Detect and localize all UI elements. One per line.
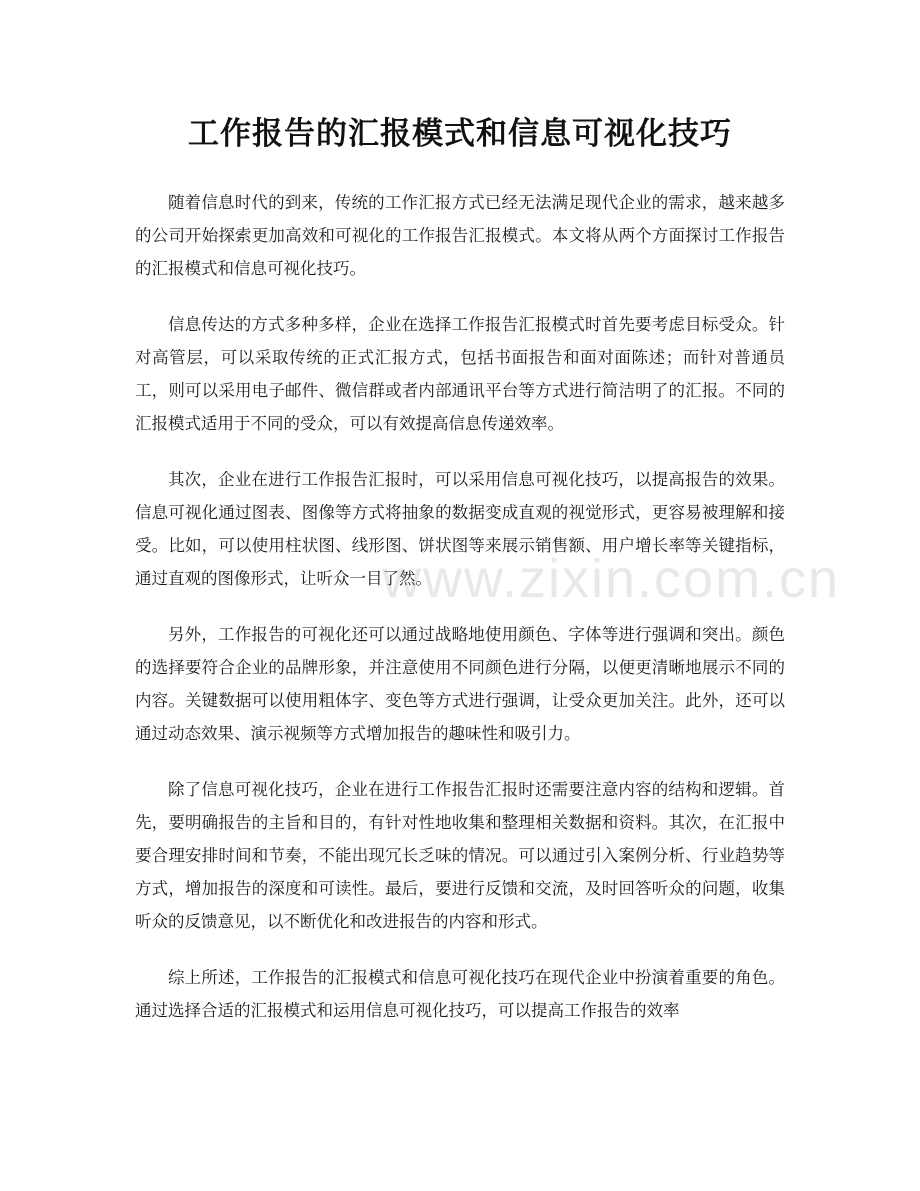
paragraph-3: 其次，企业在进行工作报告汇报时，可以采用信息可视化技巧，以提高报告的效果。信息可视化通过图表、图像等方式将抽象的数据变成直观的视觉形式，更容易被理解和接受。比如，可以使用柱状图、线形图、饼状图等来展示销售额、用户增长率等关键指标，通过直观的图像形式，让听众一目了然。: [135, 470, 785, 588]
document-body: [135, 186, 785, 1050]
paragraph-5: 除了信息可视化技巧，企业在进行工作报告汇报时还需要注意内容的结构和逻辑。首先，要明确报告的主旨和目的，有针对性地收集和整理相关数据和资料。其次，在汇报中要合理安排时间和节奏，不能出现冗长乏味的情况。可以通过引入案例分析、行业趋势等方式，增加报告的深度和可读性。最后，要进行反馈和交流，及时回答听众的问题，收集听众的反馈意见，以不断优化和改进报告的内容和形式。: [135, 780, 785, 931]
paragraph-2: 信息传达的方式多种多样，企业在选择工作报告汇报模式时首先要考虑目标受众。针对高管层，可以采取传统的正式汇报方式，包括书面报告和面对面陈述；而针对普通员工，则可以采用电子邮件、微信群或者内部通讯平台等方式进行简洁明了的汇报。不同的汇报模式适用于不同的受众，可以有效提高信息传递效率。: [135, 315, 785, 433]
paragraph-1: 随着信息时代的到来，传统的工作汇报方式已经无法满足现代企业的需求，越来越多的公司开始探索更加高效和可视化的工作报告汇报模式。本文将从两个方面探讨工作报告的汇报模式和信息可视化技巧。: [135, 193, 785, 278]
paragraph-4: 另外，工作报告的可视化还可以通过战略地使用颜色、字体等进行强调和突出。颜色的选择要符合企业的品牌形象，并注意使用不同颜色进行分隔，以便更清晰地展示不同的内容。关键数据可以使用粗体字、变色等方式进行强调，让受众更加关注。此外，还可以通过动态效果、演示视频等方式增加报告的趣味性和吸引力。: [135, 625, 785, 743]
paragraph-6: 综上所述，工作报告的汇报模式和信息可视化技巧在现代企业中扮演着重要的角色。通过选择合适的汇报模式和运用信息可视化技巧，可以提高工作报告的效率: [135, 968, 785, 1020]
watermark-text: www.zixin.com.cn: [382, 549, 841, 609]
document-title: 工作报告的汇报模式和信息可视化技巧: [188, 116, 732, 152]
